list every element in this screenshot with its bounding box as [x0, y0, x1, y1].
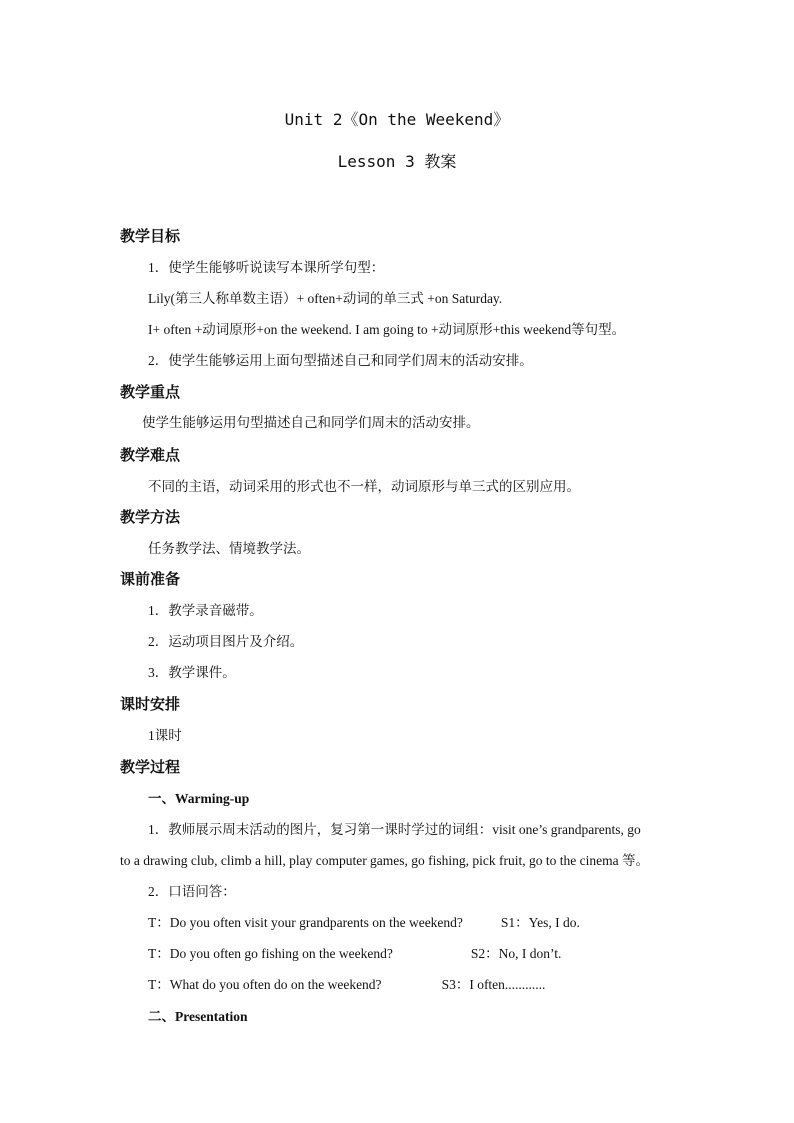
heading-schedule: 课时安排 — [120, 695, 181, 713]
dialog-teacher-3: T：What do you often do on the weekend? — [148, 977, 382, 992]
heading-preparation: 课前准备 — [120, 570, 181, 588]
heading-methods: 教学方法 — [120, 508, 181, 526]
document-subtitle: Lesson 3 教案 — [337, 152, 457, 171]
dialog-teacher-1: T：Do you often visit your grandparents on the weekend? — [148, 915, 463, 930]
dialog-student-1: S1：Yes, I do. — [500, 915, 580, 930]
process-step-2: 2．口语问答： — [148, 884, 236, 899]
process-part-warming-up: 一、Warming-up — [148, 791, 250, 806]
objective-sentence-2: I+ often +动词原形+on the weekend. I am going to +动词原形+this weekend等句型。 — [148, 322, 626, 337]
dialog-teacher-2: T：Do you often go fishing on the weekend? — [148, 946, 393, 961]
heading-key-points: 教学重点 — [120, 383, 181, 401]
objective-sentence-1: Lily(第三人称单数主语）+ often+动词的单三式 +on Saturday. — [148, 291, 503, 306]
dialog-line-1 — [148, 914, 580, 932]
process-step-1-line-1: 1．教师展示周末活动的图片，复习第一课时学过的词组：visit one’s grandparents, go — [148, 822, 641, 837]
schedule-text: 1课时 — [148, 728, 182, 743]
process-part-presentation: 二、Presentation — [148, 1009, 248, 1024]
heading-process: 教学过程 — [120, 758, 181, 776]
dialog-student-3: S3：I often............ — [441, 977, 546, 992]
dialog-student-2: S2：No, I don’t. — [470, 946, 562, 961]
process-step-1-line-2: to a drawing club, climb a hill, play computer games, go fishing, pick fruit, go to the cinema 等。 — [120, 853, 650, 868]
dialog-line-3 — [148, 976, 545, 994]
preparation-item-3: 3．教学课件。 — [148, 665, 236, 680]
preparation-item-2: 2．运动项目图片及介绍。 — [148, 634, 304, 649]
preparation-item-1: 1．教学录音磁带。 — [148, 603, 263, 618]
methods-text: 任务教学法、情境教学法。 — [148, 541, 310, 556]
objective-item-2: 2．使学生能够运用上面句型描述自己和同学们周末的活动安排。 — [148, 353, 533, 368]
document-title: Unit 2《On the Weekend》 — [284, 110, 510, 129]
objective-item-1: 1．使学生能够听说读写本课所学句型： — [148, 260, 385, 275]
dialog-line-2 — [148, 945, 561, 963]
heading-objectives: 教学目标 — [120, 227, 181, 245]
difficulties-text: 不同的主语，动词采用的形式也不一样，动词原形与单三式的区别应用。 — [148, 479, 580, 494]
heading-difficulties: 教学难点 — [120, 446, 181, 464]
key-points-text: 使学生能够运用句型描述自己和同学们周末的活动安排。 — [142, 415, 480, 430]
